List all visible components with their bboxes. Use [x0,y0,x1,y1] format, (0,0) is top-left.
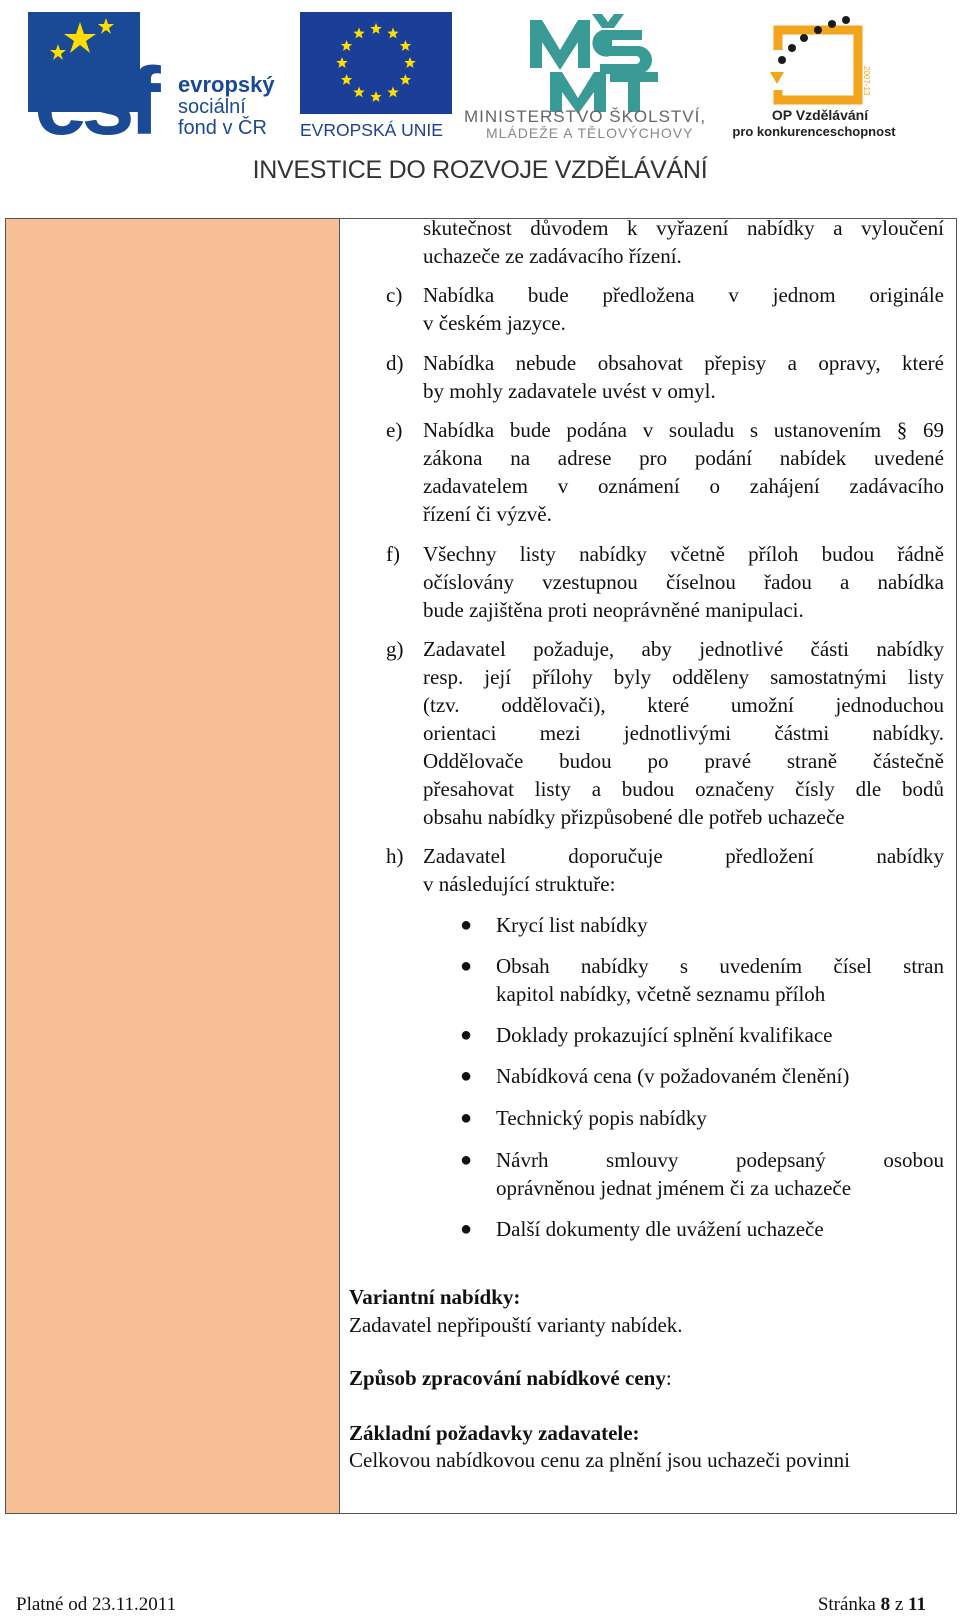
item-e-line: Nabídka bude podána v souladu s ustanovením § 69 [423,418,944,442]
item-g-line: obsahu nabídky přizpůsobené dle potřeb uchazeče [423,805,845,829]
item-h-line: v následující struktuře: [423,872,616,896]
requirements-text: Celkovou nabídkovou cenu za plnění jsou uchazeči povinni [349,1448,850,1472]
item-letter-f: f) [386,542,400,566]
bullet-item: Krycí list nabídky [496,913,648,937]
item-f-line: očíslovány vzestupnou číselnou řadou a nabídka [423,570,944,594]
msmt-logo-line-1: MINISTERSTVO ŠKOLSTVÍ, [464,107,707,126]
item-g-line: Oddělovače budou po pravé straně částečně [423,749,944,773]
bullet-marker: ● [460,914,473,936]
bullet-marker: ● [460,955,473,977]
item-g-line: Zadavatel požaduje, aby jednotlivé části nabídky [423,637,944,661]
op-logo-line-1: OP Vzdělávání [771,107,869,123]
item-e-line: zadavatelem v oznámení o zahájení zadávacího [423,474,944,498]
item-g-line: (tzv. oddělovači), které umožní jednoduchou [423,693,944,717]
esf-logo-line-1: evropský [178,72,275,97]
bullet-item: Obsah nabídky s uvedením čísel stran [496,954,944,978]
esf-logo [28,12,288,142]
left-label-cell [6,219,340,1513]
price-heading [349,1364,944,1392]
item-g-line: resp. její přílohy byly odděleny samostatnými listy [423,665,944,689]
eu-logo-text: EVROPSKÁ UNIE [300,120,443,140]
continuation-line: uchazeče ze zadávacího řízení. [423,244,682,268]
item-e-line: zákona na adrese pro podání nabídek uvedené [423,446,944,470]
item-f-line: Všechny listy nabídky včetně příloh budou řádně [423,542,944,566]
page-sep: z [894,1594,904,1615]
bullet-item-cont: oprávněnou jednat jménem či za uchazeče [496,1176,852,1200]
item-g-line: orientaci mezi jednotlivými částmi nabídky. [423,721,944,745]
page-total: 11 [908,1594,926,1615]
continuation-line: skutečnost důvodem k vyřazení nabídky a vyloučení [423,216,944,240]
footer-valid-from: Platné od 23.11.2011 [16,1594,177,1615]
eu-flag-logo [300,12,452,142]
item-letter-c: c) [386,283,403,307]
msmt-logo-line-2: MLÁDEŽE A TĚLOVÝCHOVY [486,125,694,141]
page-current: 8 [880,1594,891,1615]
op-vzdelavani-logo [730,10,910,142]
item-letter-e: e) [386,418,403,442]
item-letter-h: h) [386,844,404,868]
item-d-line: Nabídka nebude obsahovat přepisy a opravy, které [423,351,944,375]
item-g-line: přesahovat listy a budou označeny čísly dle bodů [423,777,944,801]
requirements-heading: Základní požadavky zadavatele: [349,1421,640,1445]
variant-text: Zadavatel nepřipouští varianty nabídek. [349,1313,683,1337]
header-tagline: INVESTICE DO ROZVOJE VZDĚLÁVÁNÍ [252,156,708,184]
bullet-item: Doklady prokazující splnění kvalifikace [496,1023,833,1047]
item-h-line: Zadavatel doporučuje předložení nabídky [423,844,944,868]
item-e-line: řízení či výzvě. [423,502,552,526]
bullet-item: Technický popis nabídky [496,1106,707,1130]
bullet-item: Nabídková cena (v požadovaném členění) [496,1064,850,1088]
footer-page-number [818,1594,926,1616]
item-letter-d: d) [386,351,404,375]
item-c-line: v českém jazyce. [423,311,566,335]
bullet-item-cont: kapitol nabídky, včetně seznamu příloh [496,982,826,1006]
bullet-marker: ● [460,1107,473,1129]
bullet-marker: ● [460,1024,473,1046]
bullet-marker: ● [460,1218,473,1240]
variant-heading: Variantní nabídky: [349,1285,521,1309]
bullet-marker: ● [460,1065,473,1087]
svg-text:esf: esf [34,48,155,142]
page-prefix: Stránka [817,1594,876,1615]
bullet-marker: ● [460,1149,473,1171]
esf-logo-line-3: fond v ČR [178,117,267,139]
item-d-line: by mohly zadavatele uvést v omyl. [423,379,716,403]
msmt-logo [462,10,724,142]
bullet-item: Další dokumenty dle uvážení uchazeče [496,1217,824,1241]
bullet-item: Návrh smlouvy podepsaný osobou [496,1148,944,1172]
item-c-line: Nabídka bude předložena v jednom originále [423,283,944,307]
price-heading-text: Způsob zpracování nabídkové ceny [349,1366,666,1390]
op-logo-years: 2007-13 [862,66,871,96]
op-logo-line-2: pro konkurenceschopnost [732,124,896,139]
esf-logo-line-2: sociální [178,96,246,118]
price-heading-colon: : [665,1366,672,1390]
item-f-line: bude zajištěna proti neoprávněné manipulaci. [423,598,804,622]
item-letter-g: g) [386,637,404,661]
